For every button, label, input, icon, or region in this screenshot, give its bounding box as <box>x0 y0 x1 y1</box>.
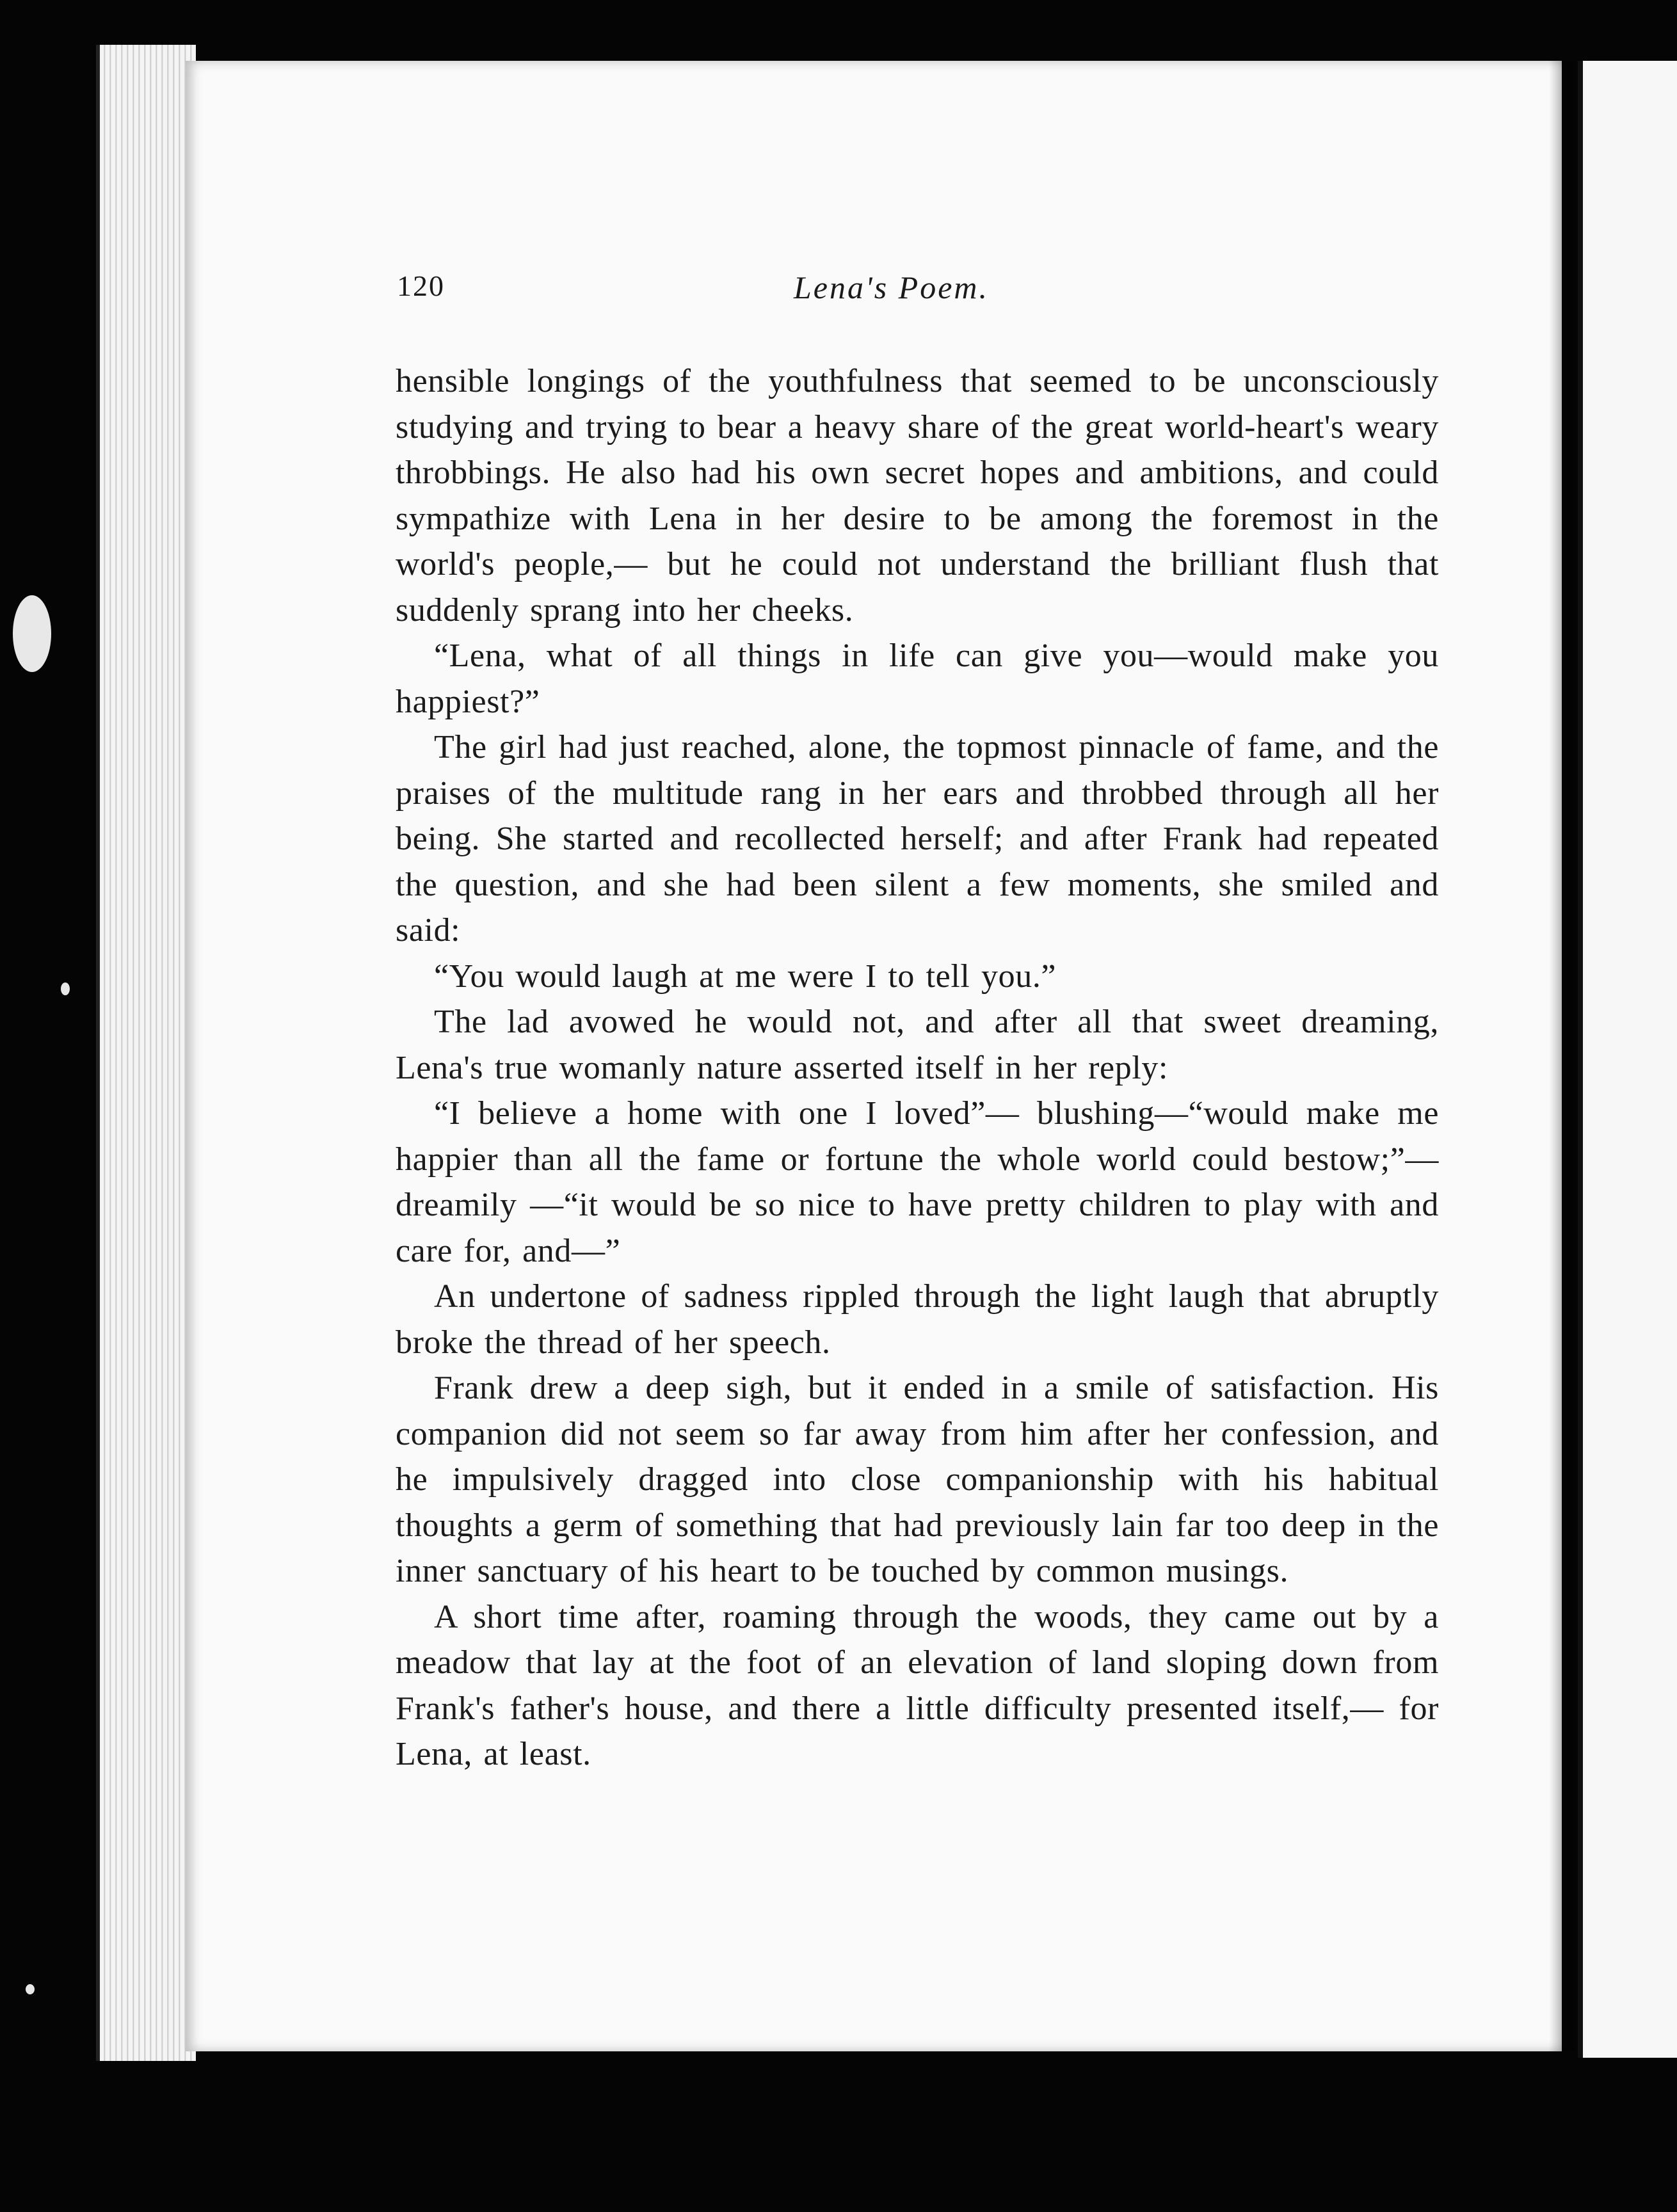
running-head <box>397 269 1434 314</box>
paragraph: “I believe a home with one I loved”— blushing—“would make me happier than all the fame or fortune the whole world could bestow;”— dreamily —“it would be so nice to have pretty children to play with and care for, and—” <box>396 1095 1439 1269</box>
paragraph: An undertone of sadness rippled through the light laugh that abruptly broke the thread of her speech. <box>396 1278 1439 1361</box>
scan-speck <box>26 1984 35 1994</box>
paragraph: The lad avowed he would not, and after all that sweet dreaming, Lena's true womanly nature asserted itself in her reply: <box>396 1004 1439 1086</box>
paragraph: A short time after, roaming through the woods, they came out by a meadow that lay at the foot of an elevation of land sloping down from Frank's father's house, and there a little difficulty presented itself,— for Lena, at least. <box>396 1598 1439 1772</box>
paragraph: Frank drew a deep sigh, but it ended in a smile of satisfaction. His companion did not seem so far away from him after her confession, and he impulsively dragged into close companionship with his habitual thoughts a germ of something that had previously lain far too deep in the inner sanctuary of his heart to be touched by common musings. <box>396 1370 1439 1589</box>
paragraph: hensible longings of the youthfulness that seemed to be unconsciously studying and trying to bear a heavy share of the great world-heart's weary throbbings. He also had his own secret hopes and ambitions, and could sympathize with Lena in her desire to be among the foremost in the world's people,— but he could not understand the brilliant flush that suddenly sprang into her cheeks. <box>396 363 1439 629</box>
body-text <box>396 358 1439 1777</box>
paragraph: The girl had just reached, alone, the topmost pinnacle of fame, and the praises of the multitude rang in her ears and throbbed through all her being. She started and recollected herself; and after Frank had repeated the question, and she had been silent a few moments, she smiled and said: <box>396 729 1439 949</box>
scan-speck <box>13 595 51 672</box>
gutter-shadow <box>1549 61 1575 2051</box>
running-title: Lena's Poem. <box>794 269 989 305</box>
paragraph: “Lena, what of all things in life can give you—would make you happiest?” <box>396 637 1439 720</box>
page-stack-edge <box>96 45 196 2061</box>
facing-page-edge <box>1578 61 1677 2058</box>
paragraph: “You would laugh at me were I to tell you.” <box>434 958 1057 995</box>
scan-speck <box>61 982 70 995</box>
page-number: 120 <box>397 269 445 302</box>
